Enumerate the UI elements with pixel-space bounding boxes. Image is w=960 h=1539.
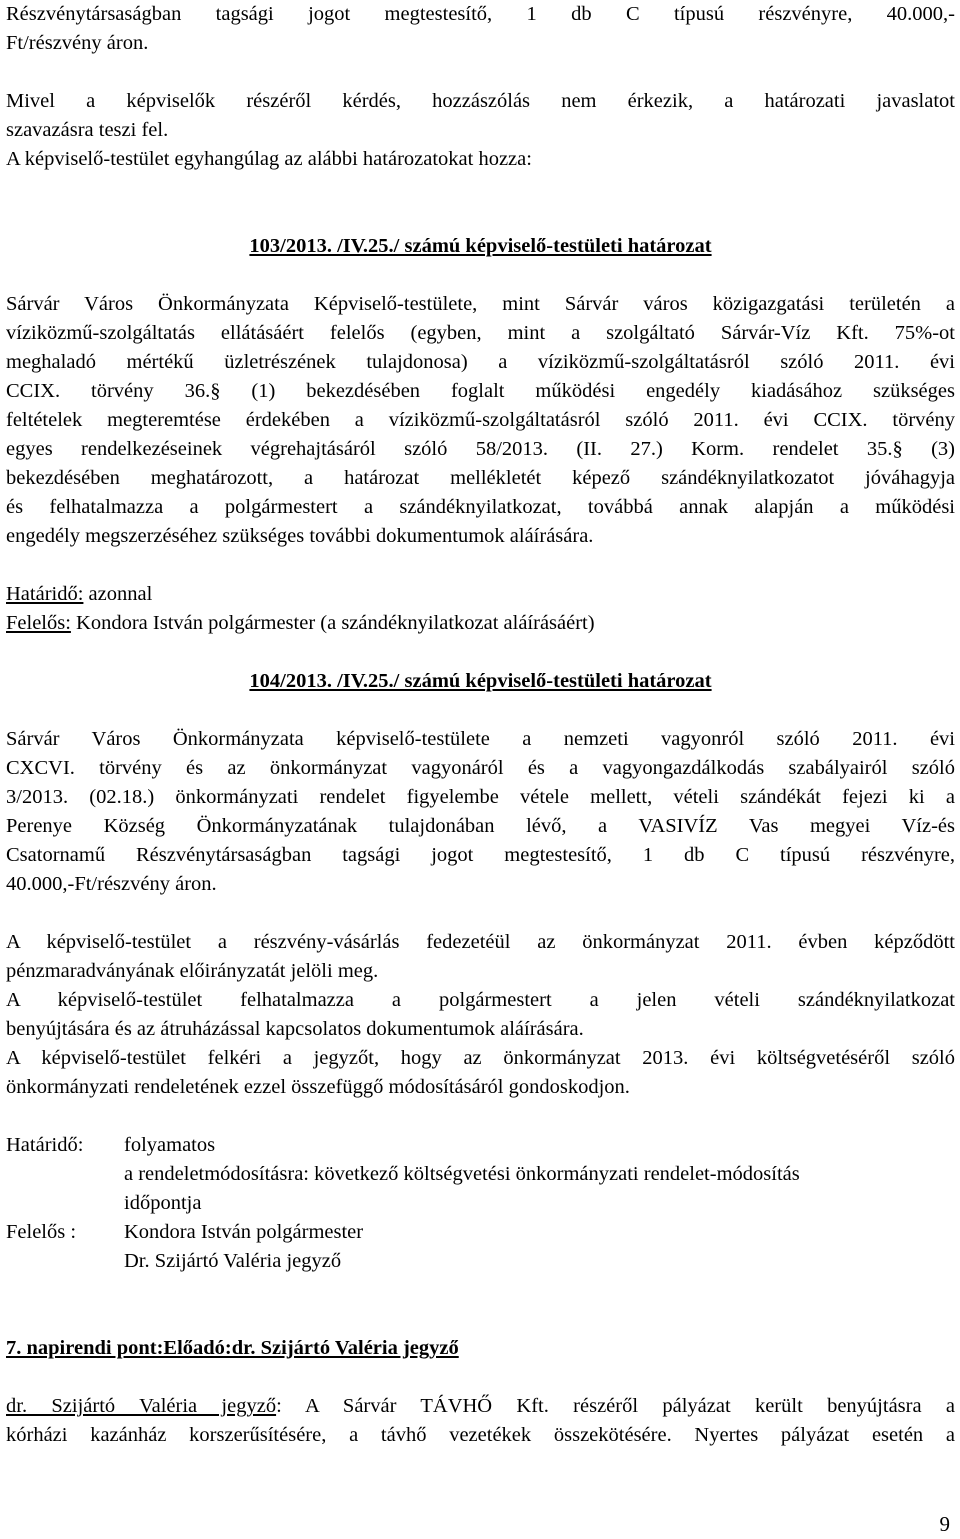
- body-line: feltételek megteremtése érdekében a víziközmű-szolgáltatásról szóló 2011. évi CCIX. törvény: [6, 409, 955, 431]
- body-line: A képviselő-testület felhatalmazza a polgármestert a jelen vételi szándéknyilatkozat: [6, 989, 955, 1011]
- agenda-7-heading: 7. napirendi pont:Előadó:dr. Szijártó Valéria jegyző: [6, 1337, 459, 1359]
- resolution-104-body: [6, 725, 955, 1102]
- agenda-7-text: kórházi kazánház korszerűsítésére, a távhő vezetékek összekötésére. Nyertes pályázat esetén a: [6, 1424, 955, 1446]
- body-line: engedély megszerzéséhez szükséges további dokumentumok aláírására.: [6, 525, 594, 547]
- intro-line: Mivel a képviselők részéről kérdés, hozzászólás nem érkezik, a határozati javaslatot: [6, 90, 955, 112]
- body-line: Perenye Község Önkormányzatának tulajdonában lévő, a VASIVÍZ Vas megyei Víz-és: [6, 815, 955, 837]
- resolution-103-body: [6, 290, 955, 551]
- intro-line: Részvénytársaságban tagsági jogot megtestesítő, 1 db C típusú részvényre, 40.000,-: [6, 3, 955, 25]
- body-line: pénzmaradványának előirányzatát jelöli meg.: [6, 960, 379, 982]
- body-line: önkormányzati rendeletének ezzel összefüggő módosításáról gondoskodjon.: [6, 1076, 630, 1098]
- body-line: és felhatalmazza a polgármestert a szándéknyilatkozat, továbbá annak alapján a működési: [6, 496, 955, 518]
- body-line: CCIX. törvény 36.§ (1) bekezdésében foglalt működési engedély kiadásához szükséges: [6, 380, 955, 402]
- body-line: 3/2013. (02.18.) önkormányzati rendelet figyelembe vétele mellett, vételi szándékát fejezi ki a: [6, 786, 955, 808]
- agenda-7-text: dr. Szijártó Valéria jegyző: A Sárvár TÁVHŐ Kft. részéről pályázat került benyújtásra a: [6, 1395, 955, 1417]
- intro-line: Ft/részvény áron.: [6, 32, 149, 54]
- body-line: Csatornamű Részvénytársaságban tagsági jogot megtestesítő, 1 db C típusú részvényre,: [6, 844, 955, 866]
- resolution-104-deadline: Határidő: folyamatos: [6, 1134, 216, 1156]
- intro-line: szavazásra teszi fel.: [6, 119, 169, 141]
- page-number: 9: [939, 1512, 950, 1536]
- body-line: Sárvár Város Önkormányzata képviselő-testülete a nemzeti vagyonról szóló 2011. évi: [6, 728, 955, 750]
- body-line: A képviselő-testület a részvény-vásárlás fedezetéül az önkormányzat 2011. évben képződött: [6, 931, 955, 953]
- body-line: Sárvár Város Önkormányzata Képviselő-testülete, mint Sárvár város közigazgatási területén a: [6, 293, 955, 315]
- body-line: egyes rendelkezéseinek végrehajtásáról szóló 58/2013. (II. 27.) Korm. rendelet 35.§ (3): [6, 438, 955, 460]
- resolution-104-deadline-detail: időpontja: [124, 1192, 202, 1214]
- resolution-103-heading: 103/2013. /IV.25./ számú képviselő-testületi határozat: [249, 235, 712, 257]
- body-line: bekezdésében meghatározott, a határozat mellékletét képező szándéknyilatkozatot jóváhagyja: [6, 467, 955, 489]
- resolution-104-heading: 104/2013. /IV.25./ számú képviselő-testületi határozat: [249, 670, 712, 692]
- body-line: A képviselő-testület felkéri a jegyzőt, hogy az önkormányzat 2013. évi költségvetéséről szóló: [6, 1047, 955, 1069]
- resolution-103-deadline: Határidő: azonnal: [6, 583, 153, 605]
- body-line: benyújtására és az átruházással kapcsolatos dokumentumok aláírására.: [6, 1018, 584, 1040]
- document-page: [6, 0, 955, 1450]
- body-line: 40.000,-Ft/részvény áron.: [6, 873, 217, 895]
- resolution-104-deadline-detail: a rendeletmódosításra: következő költségvetési önkormányzati rendelet-módosítás: [124, 1163, 800, 1185]
- body-line: CXCVI. törvény és az önkormányzat vagyonáról és a vagyongazdálkodás szabályairól szóló: [6, 757, 955, 779]
- body-line: víziközmű-szolgáltatás ellátásáért felelős (egyben, mint a szolgáltató Sárvár-Víz Kft. 75%-ot: [6, 322, 955, 344]
- body-line: meghaladó mértékű üzletrészének tulajdonosa) a víziközmű-szolgáltatásról szóló 2011. évi: [6, 351, 955, 373]
- resolution-104-responsible: Dr. Szijártó Valéria jegyző: [124, 1250, 342, 1272]
- resolution-104-responsible: Felelős : Kondora István polgármester: [6, 1221, 364, 1243]
- intro-line: A képviselő-testület egyhangúlag az alábbi határozatokat hozza:: [6, 148, 532, 170]
- resolution-103-responsible: Felelős: Kondora István polgármester (a szándéknyilatkozat aláírásáért): [6, 612, 595, 634]
